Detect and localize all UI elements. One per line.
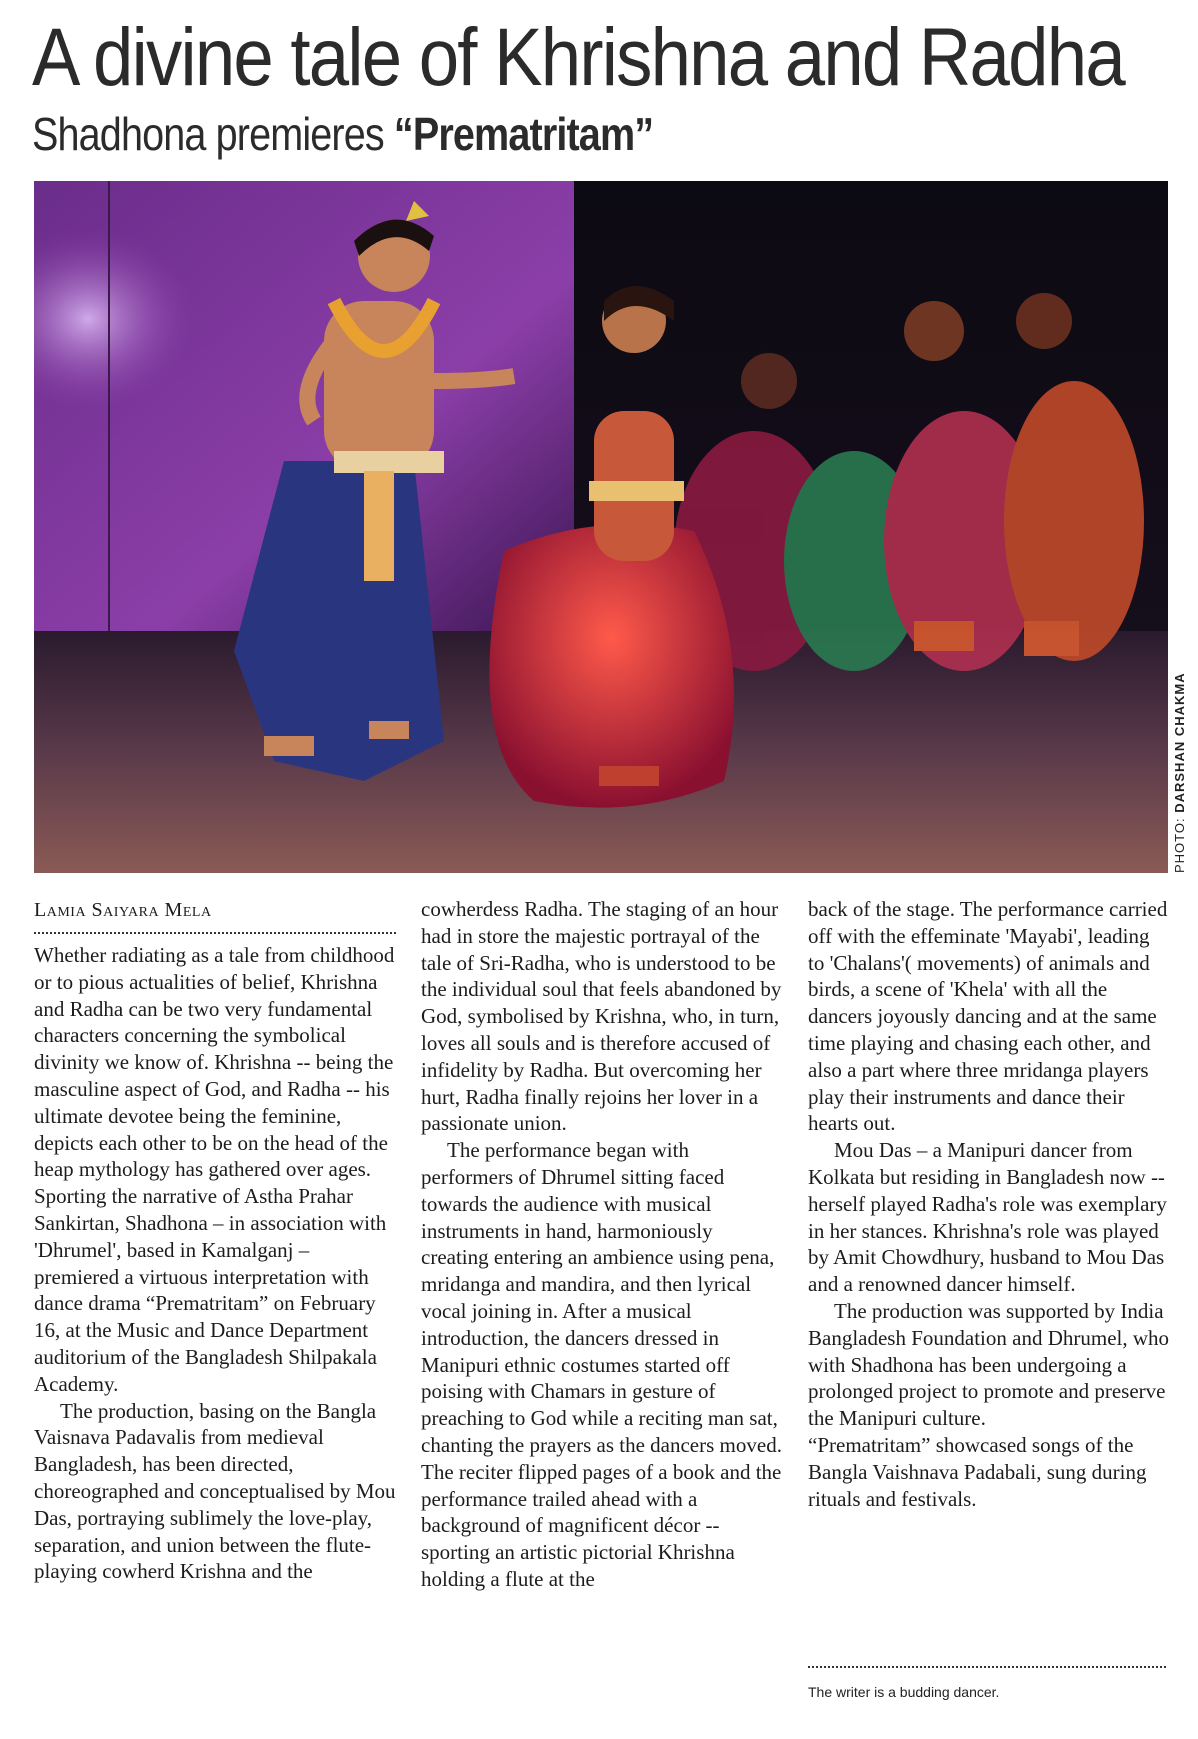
byline: Lamia Saiyara Mela [34, 899, 212, 921]
article-column-2 [421, 896, 783, 1593]
headline: A divine tale of Khrishna and Radha [32, 12, 1124, 103]
column2-paragraph-2: The performance began with performers of Dhrumel sitting faced towards the audience with musical instruments in hand, harmoniously creating entering an ambience using pena, mridanga and mandira, and then lyrical vocal joining in. After a musical introduction, the dancers dressed in Manipuri ethnic costumes started off poising with Chamars in gesture of preaching to God while a reciting man sat, chanting the prayers as the dancers moved. The reciter flipped pages of a book and the performance trailed ahead with a background of magnificent décor -- sporting an artistic pictorial Khrishna holding a flute at the [421, 1138, 782, 1591]
photo-credit-name: DARSHAN CHAKMA [1172, 672, 1187, 813]
column1-paragraph-2: Sporting the narrative of Astha Prahar Sankirtan, Shadhona – in association with 'Dhrumel', based in Kamalganj – premiered a virtuous interpretation with dance drama “Prematritam” on February 16, at the Music and Dance Department auditorium of the Bangladesh Shilpakala Academy. [34, 1184, 387, 1396]
column1-paragraph-1: Whether radiating as a tale from childhood or to pious actualities of belief, Khrishna and Radha can be two very fundamental characters concerning the symbolical divinity we know of. Khrishna -- being the masculine aspect of God, and Radha -- his ultimate devotee being the feminine, depicts each other to be on the head of the heap mythology has gathered over ages. [34, 943, 395, 1182]
photo-credit [1172, 653, 1187, 873]
column2-paragraph-1: cowherdess Radha. The staging of an hour had in store the majestic portrayal of the tale of Sri-Radha, who is understood to be the individual soul that feels abandoned by God, symbolised by Krishna, who, in turn, loves all souls and is therefore accused of infidelity by Radha. But overcoming her hurt, Radha finally rejoins her lover in a passionate union. [421, 897, 782, 1136]
column3-paragraph-2: Mou Das – a Manipuri dancer from Kolkata but residing in Bangladesh now -- herself played Radha's role was exemplary in her stances. Khrishna's role was played by Amit Chowdhury, husband to Mou Das and a renowned dancer himself. [808, 1138, 1167, 1297]
photo-credit-label: PHOTO: [1172, 812, 1187, 873]
footer-divider [808, 1666, 1166, 1668]
dance-photo-illustration [34, 181, 1168, 873]
writer-note: The writer is a budding dancer. [808, 1684, 1000, 1700]
dance-photo [34, 181, 1168, 873]
column3-paragraph-3: The production was supported by India Bangladesh Foundation and Dhrumel, who with Shadhona has been undergoing a prolonged project to promote and preserve the Manipuri culture. [808, 1298, 1170, 1431]
byline-divider [34, 932, 396, 934]
column3-paragraph-4: “Prematritam” showcased songs of the Bangla Vaishnava Padabali, sung during rituals and festivals. [808, 1432, 1147, 1511]
column3-paragraph-1: back of the stage. The performance carried off with the effeminate 'Mayabi', leading to 'Chalans'( movements) of animals and birds, a scene of 'Khela' with all the dancers joyously dancing and at the same time playing and chasing each other, and also a part where three mridanga players play their instruments and dance their hearts out. [808, 897, 1168, 1136]
article-column-1 [34, 896, 396, 1585]
subheadline-prefix: Shadhona premieres [32, 108, 394, 160]
subheadline-title: “Prematritam” [393, 108, 654, 160]
article-column-3 [808, 896, 1170, 1512]
subheadline [32, 108, 653, 160]
column1-paragraph-3: The production, basing on the Bangla Vaisnava Padavalis from medieval Bangladesh, has been directed, choreographed and conceptualised by Mou Das, portraying sublimely the love-play, separation, and union between the flute-playing cowherd Krishna and the [34, 1398, 396, 1584]
